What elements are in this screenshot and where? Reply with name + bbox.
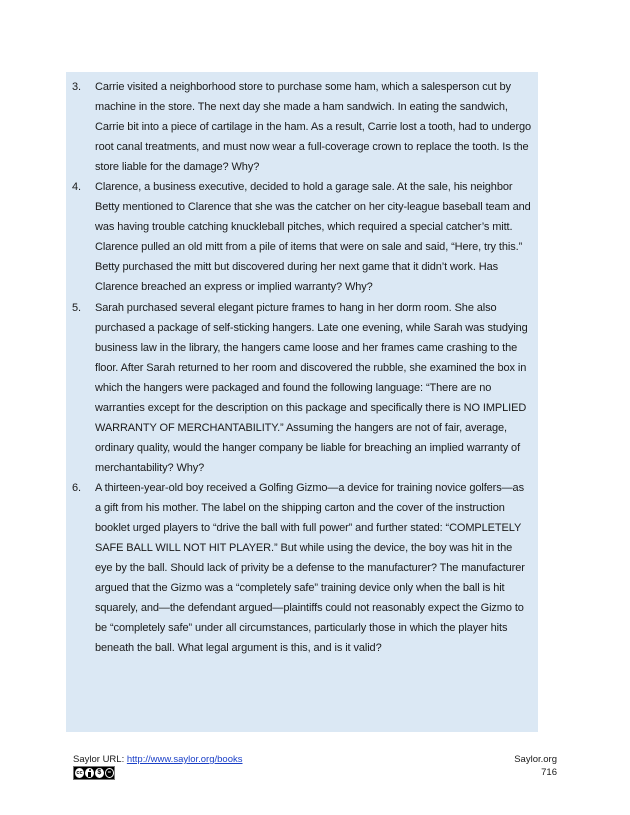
question-text: Clarence, a business executive, decided to hold a garage sale. At the sale, his neighbor Betty mentioned to Clarence that she was the catcher on her city-league baseball team and was having trouble catching knuckleball pitches, which required a special catcher’s mitt. Clarence pulled an old mitt from a pile of items that were on sale and said, “Here, try this.” Betty purchased the mitt but discovered during her next game that it didn’t work. Has Clarence breached an express or implied warranty? Why?	[95, 181, 531, 294]
question-item	[72, 177, 532, 297]
noncommercial-icon: $	[95, 768, 104, 778]
question-number: 6.	[72, 481, 81, 494]
footer-site: Saylor.org	[514, 754, 557, 765]
question-item	[72, 478, 532, 658]
question-number: 5.	[72, 301, 81, 314]
cc-icon: cc	[76, 770, 83, 776]
question-text: Carrie visited a neighborhood store to purchase some ham, which a salesperson cut by machine in the store. The next day she made a ham sandwich. In eating the sandwich, Carrie bit into a piece of cartilage in the ham. As a result, Carrie lost a tooth, had to undergo root canal treatments, and must now wear a full-coverage crown to replace the tooth. Is the store liable for the damage? Why?	[95, 81, 532, 174]
question-item	[72, 77, 532, 177]
page-number: 716	[541, 767, 557, 778]
footer-page-info	[514, 753, 557, 779]
question-item	[72, 298, 532, 478]
question-number: 3.	[72, 81, 81, 93]
sharealike-icon: =	[105, 768, 114, 778]
attribution-icon	[85, 768, 94, 778]
saylor-books-link[interactable]: http://www.saylor.org/books	[126, 754, 243, 765]
footer-url-label: Saylor URL:	[73, 754, 127, 765]
question-text: Sarah purchased several elegant picture frames to hang in her dorm room. She also purchased a package of self-sticking hangers. Late one evening, while Sarah was studying business law in the library, the hangers came loose and her frames came crashing to the floor. After Sarah returned to her room and discovered the rubble, she examined the box in which the hangers were packaged and found the following language: “There are no warranties except for the description on this package and specifically there is NO IMPLIED WARRANTY OF MERCHANTABILITY.” Assuming the hangers are not of fair, average, ordinary quality, would the hanger company be liable for breaching an implied warranty of merchantability? Why?	[95, 301, 528, 474]
question-number: 4.	[72, 181, 81, 194]
question-text: A thirteen-year-old boy received a Golfing Gizmo—a device for training novice golfers—as a gift from his mother. The label on the shipping carton and the cover of the instruction booklet urged players to “drive the ball with full power” and further stated: “COMPLETELY SAFE BALL WILL NOT HIT PLAYER.” But while using the device, the boy was hit in the eye by the ball. Should lack of privity be a defense to the manufacturer? The manufacturer argued that the Gizmo was a “completely safe” training device only when the ball is hit squarely, and—the defendant argued—plaintiffs could not reasonably expect the Gizmo to be “completely safe” under all circumstances, particularly those in which the player hits beneath the ball. What legal argument is this, and is it valid?	[95, 481, 525, 655]
creative-commons-license-icon	[73, 766, 115, 780]
questions-panel	[66, 72, 538, 732]
questions-list	[72, 77, 532, 658]
footer-source	[73, 753, 243, 766]
